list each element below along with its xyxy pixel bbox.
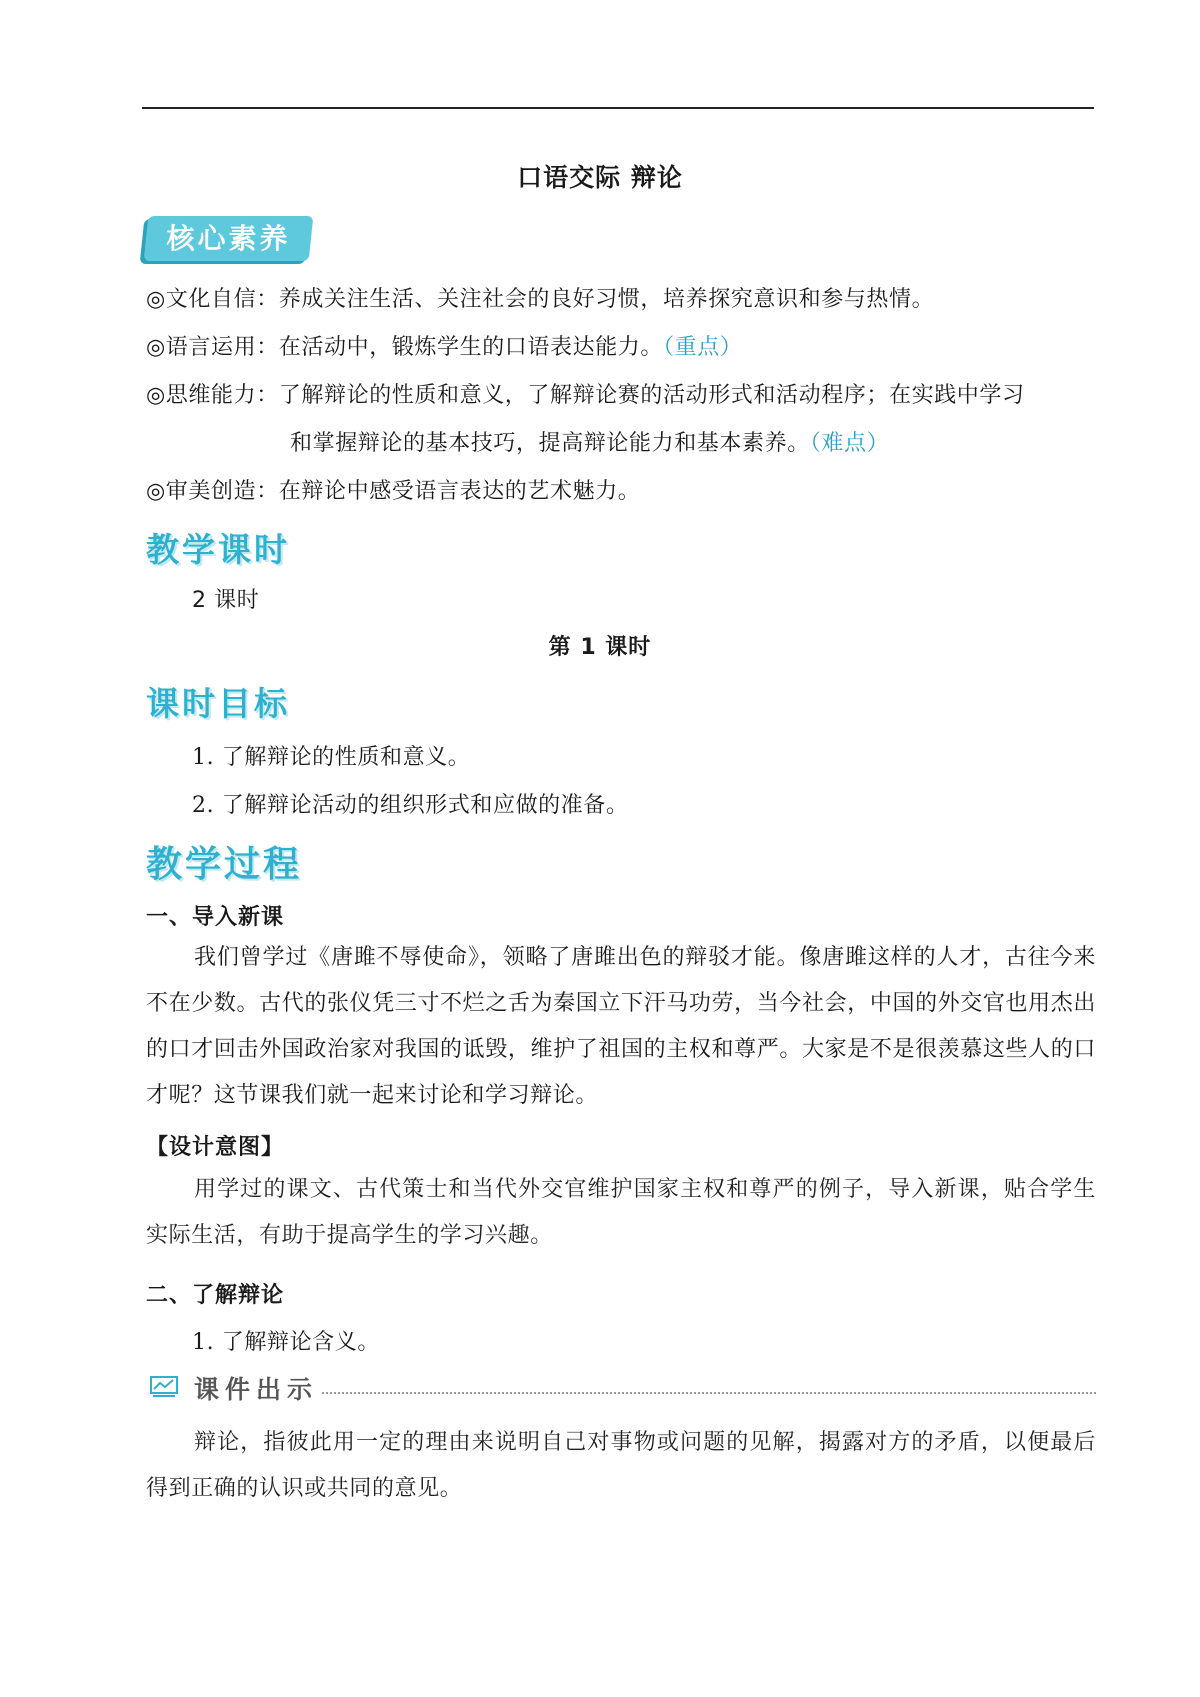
courseware-banner (150, 1370, 1096, 1410)
intro-paragraph: 我们曾学过《唐雎不辱使命》，领略了唐雎出色的辩驳才能。像唐雎这样的人才，古往今来不在少数。古代的张仪凭三寸不烂之舌为秦国立下汗马功劳，当今社会，中国的外交官也用杰出的口才回击外国政治家对我国的诋毁，维护了祖国的主权和尊严。大家是不是很羡慕这些人的口才呢？这节课我们就一起来讨论和学习辩论。 (146, 945, 1096, 1108)
design-intent-text: 用学过的课文、古代策士和当代外交官维护国家主权和尊严的例子，导入新课，贴合学生实际生活，有助于提高学生的学习兴趣。 (146, 1177, 1096, 1248)
part-heading: 一、导入新课 (146, 905, 285, 930)
literacy-text: 了解辩论的性质和意义，了解辩论赛的活动形式和活动程序；在实践中学习 (278, 383, 1025, 408)
part-heading: 二、了解辩论 (146, 1283, 285, 1308)
literacy-label: ◎思维能力： (146, 383, 279, 408)
literacy-text: 养成关注生活、关注社会的良好习惯，培养探究意识和参与热情。 (278, 287, 935, 312)
dotted-divider (322, 1392, 1096, 1394)
teaching-hours-value: 2 课时 (192, 588, 260, 613)
courseware-label: 课件出示 (194, 1375, 319, 1404)
literacy-label: ◎文化自信： (146, 287, 279, 312)
literacy-item (146, 282, 934, 313)
literacy-item-continuation (290, 426, 889, 457)
core-literacy-badge-label: 核心素养 (166, 222, 291, 255)
goal-item: 1. 了解辩论的性质和意义。 (192, 745, 471, 770)
literacy-label: ◎语言运用： (146, 335, 279, 360)
definition-text: 辩论，指彼此用一定的理由来说明自己对事物或问题的见解，揭露对方的矛盾，以便最后得到正确的认识或共同的意见。 (146, 1430, 1096, 1501)
difficulty-tag: （难点） (809, 431, 890, 456)
presentation-chart-icon (150, 1376, 178, 1398)
literacy-text: 在活动中，锻炼学生的口语表达能力。 (278, 335, 663, 360)
design-intent-heading: 【设计意图】 (146, 1135, 285, 1160)
literacy-item (146, 330, 742, 361)
part-item: 1. 了解辩论含义。 (192, 1330, 380, 1355)
goal-item: 2. 了解辩论活动的组织形式和应做的准备。 (192, 793, 629, 818)
literacy-text: 和掌握辩论的基本技巧，提高辩论能力和基本素养。 (290, 431, 810, 456)
key-point-tag: （重点） (663, 335, 743, 360)
lesson-goals-heading: 课时目标 (146, 684, 290, 723)
literacy-label: ◎审美创造： (146, 479, 279, 504)
literacy-item (146, 474, 640, 505)
literacy-text: 在辩论中感受语言表达的艺术魅力。 (278, 479, 641, 504)
teaching-hours-heading: 教学课时 (146, 530, 290, 569)
literacy-item (146, 378, 1025, 409)
lesson-title: 第 1 课时 (548, 635, 652, 660)
teaching-process-heading: 教学过程 (146, 844, 303, 885)
page-title: 口语交际 辩论 (517, 163, 683, 192)
header-rule (142, 107, 1094, 109)
